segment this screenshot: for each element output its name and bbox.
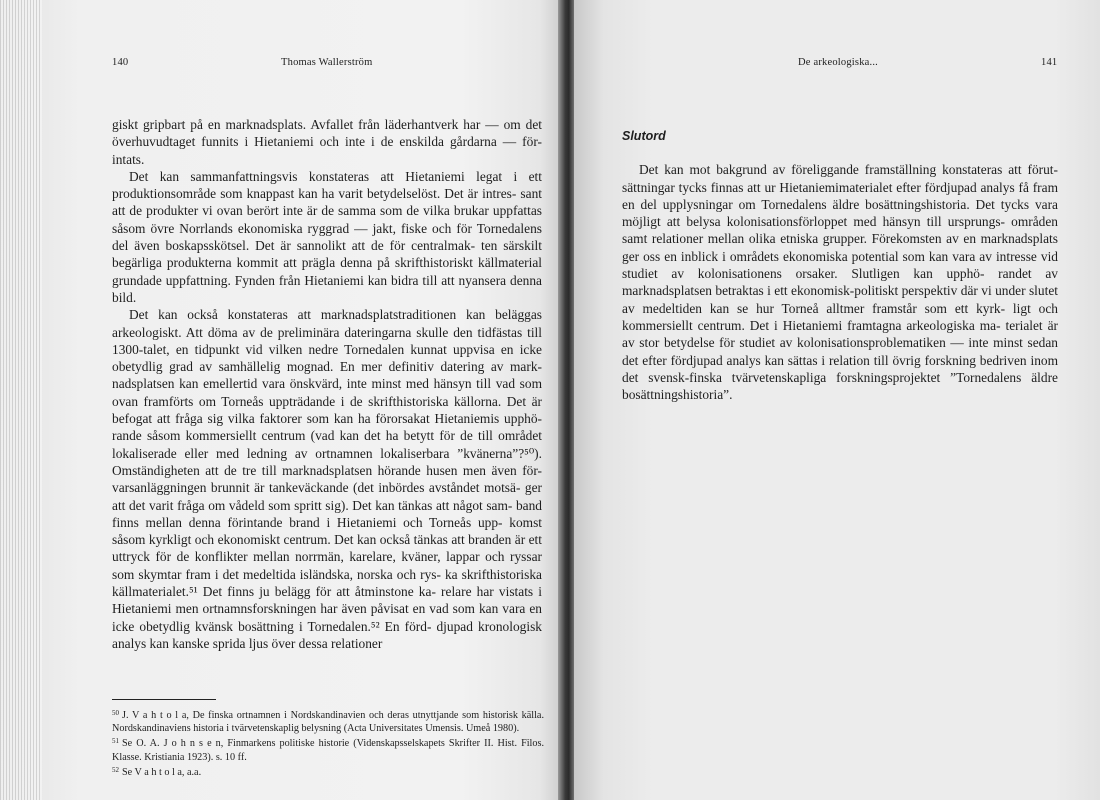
footnote-text: Se O. A. J o h n s e n, Finmarkens politiske historie (Videnskapsselskapets Skrifter II. Hist. Filos. Klasse. Kristiania 1923). s. 10 ff. (112, 738, 544, 763)
paragraph: Det kan sammanfattningsvis konstateras att Hietaniemi legat i ett produktionsområde som knappast kan ha varit betydelselöst. Det är intres- sant att de produkter vi ovan berört inte är de samma som de vilka brukar uppfattas såsom övre Norrlands ekonomiska ryggrad — jakt, fiske och för Tornedalens del även boskapsskötsel. Det är sannolikt att de för centralmak- ten särskilt begärliga produkterna kommit att prägla denna på skrifthistoriskt källmaterial grundade uppfattning. Fynden från Hietaniemi kan bidra till att nyansera denna bild. (112, 168, 542, 305)
right-page (574, 0, 1100, 800)
paragraph: giskt gripbart på en marknadsplats. Avfallet från läderhantverk har — om det överhuvudtaget funnits i Hietaniemi och inte i de enskilda gårdarna — för- intats. (112, 117, 542, 167)
footnote (112, 735, 544, 763)
footnote-text: J. V a h t o l a, De finska ortnamnen i Nordskandinavien och deras utnyttjande som historisk källa. Nordskandinaviens historia i tvärvetenskaplig belysning (Acta Universitates Umensis. Umeå 1980). (112, 710, 544, 735)
page-edges (0, 0, 42, 800)
left-body-text (112, 116, 542, 652)
footnote (112, 707, 544, 735)
running-head-right: De arkeologiska... (798, 57, 878, 68)
footnote (112, 764, 544, 779)
footnote-text: Se V a h t o l a, a.a. (122, 766, 202, 778)
paragraph: Det kan också konstateras att marknadsplatstraditionen kan beläggas arkeologiskt. Att döma av de preliminära dateringarna skulle den tidfästas till 1300-talet, en tidpunkt vid vilken nedre Tornedalen kunnat uppvisa en icke obetydlig grad av samhällelig mognad. En mer definitiv datering av mark- nadsplatsen kan emellertid vara önskvärd, inte minst med hänsyn till vad som ovan framförts om Torneås uppträdande i de skrifthistoriska källorna. Det är befogat att fråga sig vilka faktorer som kan ha förorsakat Hietaniemis upphö- rande såsom kommersiellt centrum (vad kan det ha betytt för de till området lokaliserade eller med ledning av ortnamnen lokaliserbara ”kvänerna”?⁵⁰). Omständigheten att de tre till marknadsplatsen hörande husen men även för- varsanläggningen brunnit är tankeväckande (det inbördes avståndet motsä- ger att det varit fråga om vådeld som spritt sig). Det kan tänkas att något sam- band finns mellan denna förintande brand i Hietaniemi och Torneås upp- komst såsom kyrkligt och ekonomiskt centrum. Det kan också tänkas att branden är ett uttryck för de konflikter mellan norrmän, karelare, kväner, lappar och ryssar som skymtar fram i det medeltida isländska, norska och rys- ka skrifthistoriska källmaterialet.⁵¹ Det finns ju belägg för att åtminstone ka- relare har vistats i Hietaniemi men ortnamnsforskningen har även påvisat en vad som kan vara en icke obetydlig kvänsk bosättning i Tornedalen.⁵² En förd- djupad kronologisk analys kan kanske sprida ljus över dessa relationer (112, 307, 542, 651)
right-body-text (622, 128, 1058, 403)
footnote-number: 50 (112, 709, 119, 717)
page-number-right: 141 (1041, 57, 1058, 68)
page-number-left: 140 (112, 57, 129, 68)
footnote-number: 51 (112, 737, 119, 746)
running-head-left: Thomas Wallerström (281, 57, 373, 68)
footnote-number: 52 (112, 765, 119, 774)
footnotes (112, 707, 544, 779)
section-heading: Slutord (622, 129, 666, 143)
paragraph: Det kan mot bakgrund av föreliggande framställning konstateras att förut- sättningar tycks finnas att ur Hietaniemimaterialet efter fördjupad analys få fram en del upplysningar om Tornedalens äldre bosättningshistoria. Det tycks vara möjligt att belysa kolonisationsförloppet med hänsyn till ursprungs- områden samt relationer mellan olika etniska grupper. Förekomsten av en marknadsplats ger oss en inblick i områdets ekonomiska potential som kan vara av intresse vid studiet av kolonisationens orsaker. Slutligen kan upphö- randet av marknadsplatsen betraktas i ett ekonomisk-politiskt perspektiv där vi under slutet av medeltiden kan se hur Torneå alltmer framstår som ett kyrk- ligt och kommersiellt centrum. Det i Hietaniemi framtagna arkeologiska ma- terialet är av stor betydelse för studiet av kolonisationsproblematiken — inte minst sedan det efter fördjupad analys kan sättas i relation till övrig forskning bedriven inom det svensk-finska tvärvetenskapliga forskningsprojektet ”Tornedalens äldre bosättningshistoria”. (622, 162, 1058, 403)
footnote-rule (112, 699, 216, 700)
